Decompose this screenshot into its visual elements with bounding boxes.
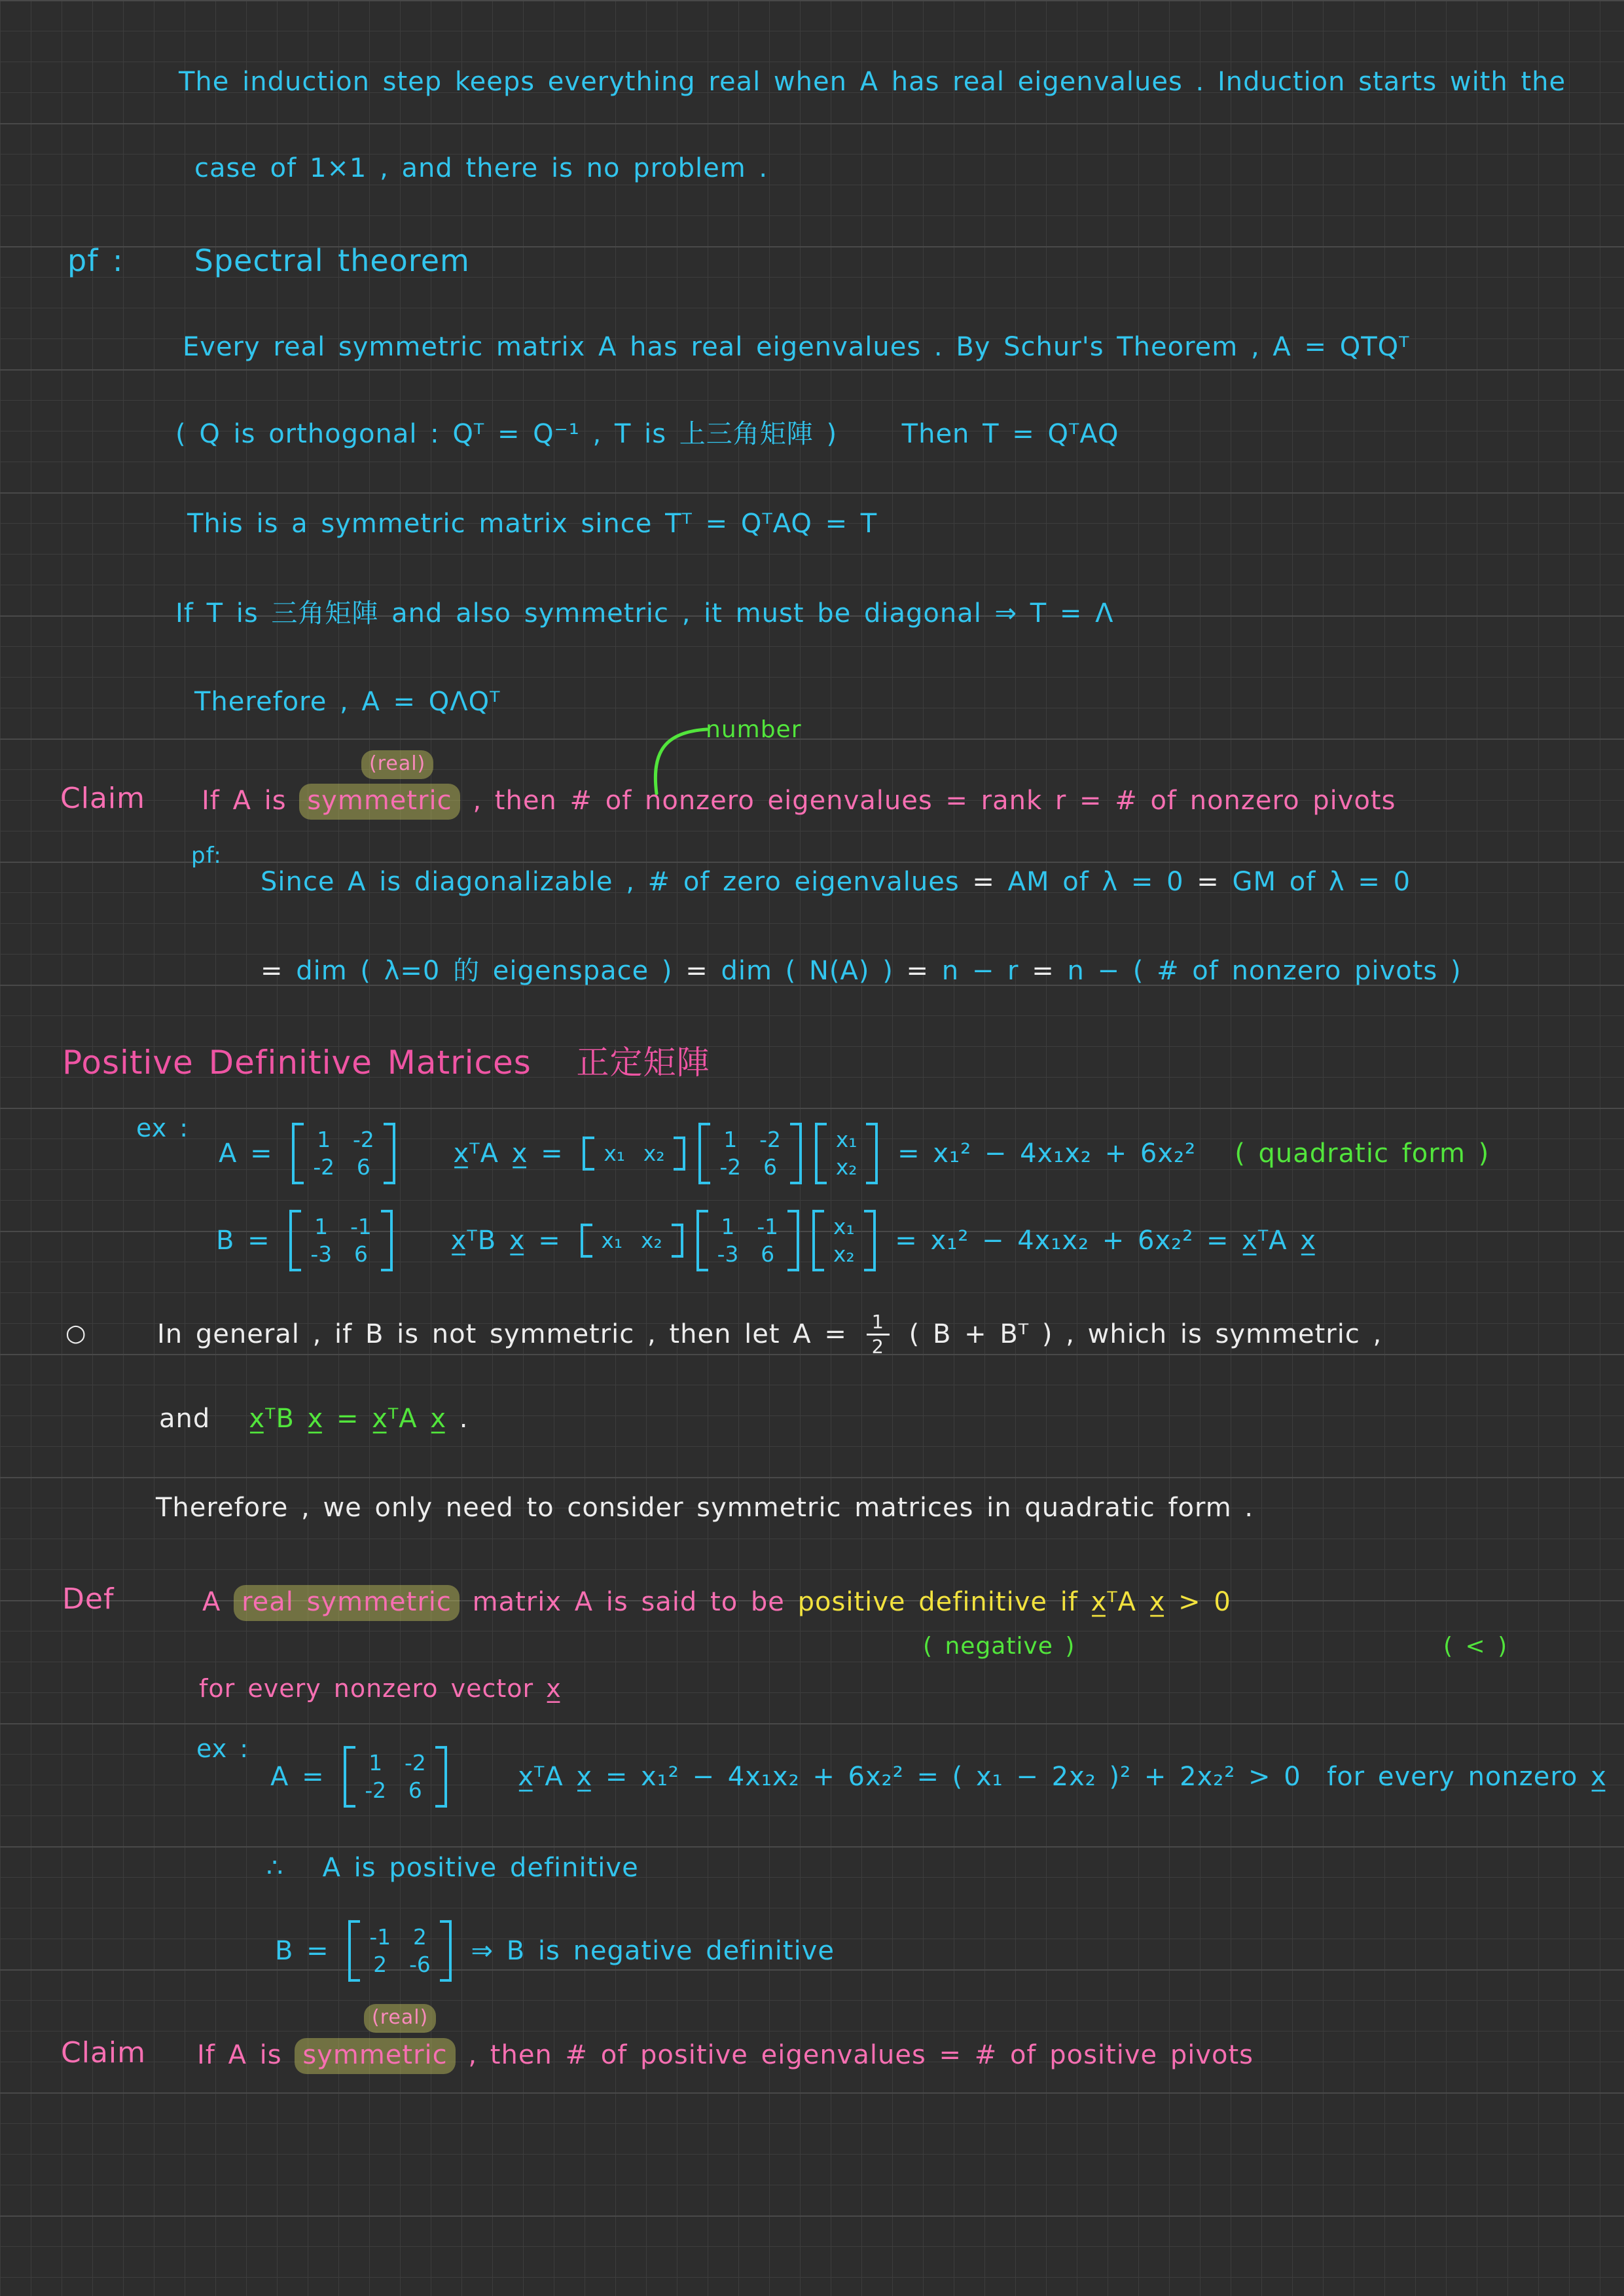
text-segment: matrix A is said to be (459, 1587, 798, 1617)
orthogonal-line (175, 418, 1119, 450)
text-segment: positive definitive (797, 1587, 1047, 1617)
text-segment: = x₁² − 4x₁x₂ + 6x₂² = x̲ᵀA x̲ (882, 1226, 1316, 1256)
matrix-cell: -2 (353, 1127, 374, 1152)
text-segment: = (972, 867, 995, 897)
text-segment: case of 1×1 , and there is no problem . (194, 153, 768, 183)
text-segment: pf: (191, 843, 222, 869)
text-segment: ∴ A is positive definitive (266, 1853, 639, 1883)
text-segment: = x₁² − 4x₁x₂ + 6x₂² (884, 1139, 1235, 1169)
matrix-cell: 6 (408, 1778, 422, 1803)
therefore-only-line (156, 1491, 1254, 1524)
dim-chain-line (261, 955, 1462, 987)
text-segment: B = (275, 1936, 342, 1966)
text-segment: A = (219, 1139, 286, 1169)
text-segment: n − r (929, 956, 1032, 986)
matrix-cell: -2 (313, 1155, 335, 1180)
highlighted-text: real symmetric (234, 1585, 460, 1621)
text-segment: If A is (202, 786, 300, 816)
triangular-line (175, 597, 1114, 630)
text-segment: = (906, 956, 929, 986)
matrix-cell: 6 (356, 1155, 370, 1180)
and-quadratic-line (159, 1402, 469, 1435)
claim-1-text (202, 784, 1396, 817)
claim-2-text (197, 2039, 1254, 2071)
text-segment: number (706, 716, 802, 743)
real-note-2 (364, 2005, 436, 2030)
ex-1-line-b (216, 1210, 1316, 1271)
text-segment: GM of λ = 0 (1219, 867, 1411, 897)
matrix-cell: x₂ (643, 1140, 665, 1166)
text-segment: = (1197, 867, 1219, 897)
matrix-cell: 1 (723, 1127, 738, 1152)
fraction: $\frac{1}{2}$ (867, 1311, 890, 1358)
text-segment: dim ( N(A) ) (708, 956, 907, 986)
matrix-cell: -2 (719, 1155, 742, 1180)
matrix-cell: -1 (350, 1214, 372, 1239)
ex-2-line (270, 1746, 1607, 1808)
schur-line (183, 331, 1410, 363)
text-segment: and (159, 1404, 249, 1434)
matrix-cell: 1 (369, 1750, 383, 1776)
highlighted-text: (real) (361, 750, 433, 779)
matrix-cell: x₁ (601, 1228, 623, 1253)
text-segment: x̲ᵀA x̲ = x₁² − 4x₁x₂ + 6x₂² = ( x₁ − 2x₂ )² + 2x₂² > 0 for every nonzero x̲ (453, 1762, 1607, 1792)
text-segment: x̲ᵀB x̲ = x̲ᵀA x̲ (249, 1404, 447, 1434)
text-segment: n − ( # of nonzero pivots ) (1054, 956, 1462, 986)
number-label (706, 715, 802, 744)
highlighted-text: (real) (364, 2004, 436, 2033)
matrix (583, 1137, 685, 1171)
matrix-cell: -1 (757, 1214, 779, 1239)
conclusion-b-line (275, 1920, 835, 1982)
therefore-lambda-line (194, 685, 500, 718)
matrix-cell: x₁ (604, 1140, 625, 1166)
text-segment: = (685, 956, 708, 986)
matrix-cell: x₂ (835, 1155, 857, 1180)
text-segment: dim ( λ=0 的 eigenspace ) (283, 956, 686, 986)
claim-2-label (61, 2035, 146, 2071)
claim-1-label (60, 780, 145, 816)
matrix-cell: x₁ (835, 1127, 857, 1152)
text-segment: , then # of nonzero eigenvalues = rank r = # of nonzero pivots (460, 786, 1396, 816)
matrix-cell: -2 (365, 1778, 387, 1803)
intro-line-2 (194, 152, 768, 185)
pf-spectral-heading (67, 242, 470, 280)
text-segment: , then # of positive eigenvalues = # of positive pivots (455, 2040, 1254, 2070)
def-text (202, 1586, 1231, 1618)
ex-1-line-a (219, 1123, 1489, 1184)
pf-2-label (191, 842, 222, 870)
text-segment: ( quadratic form ) (1235, 1139, 1490, 1169)
matrix-cell: -3 (310, 1242, 333, 1267)
text-segment: Therefore , A = QΛQᵀ (194, 687, 501, 717)
ex-2-label (196, 1734, 249, 1765)
conclusion-a-line (266, 1851, 639, 1884)
negative-note (923, 1631, 1075, 1661)
in-general-line (157, 1311, 1382, 1358)
matrix (348, 1920, 451, 1982)
text-segment: = (261, 956, 283, 986)
matrix-cell: x₁ (833, 1214, 855, 1239)
for-every-line (199, 1673, 562, 1705)
matrix (815, 1123, 878, 1184)
text-segment: If T is 三角矩陣 and also symmetric , it must be diagonal ⇒ T = Λ (175, 598, 1114, 629)
text-segment: If A is (197, 2040, 295, 2070)
text-segment: if x̲ᵀA x̲ > 0 (1047, 1587, 1231, 1617)
text-segment: ( negative ) (923, 1633, 1075, 1660)
section-heading (62, 1042, 710, 1084)
bullet-circle (65, 1319, 86, 1348)
matrix-cell: 1 (721, 1214, 735, 1239)
text-segment: AM of λ = 0 (994, 867, 1197, 897)
text-segment: ex : (136, 1114, 189, 1142)
matrix-cell: x₂ (833, 1242, 855, 1267)
text-segment: = (1032, 956, 1055, 986)
matrix (292, 1123, 395, 1184)
matrix-cell: x₂ (641, 1228, 662, 1253)
matrix-cell: 6 (761, 1242, 775, 1267)
matrix (812, 1210, 876, 1271)
matrix-cell: -2 (759, 1127, 781, 1152)
matrix-cell: 6 (763, 1155, 777, 1180)
text-segment: Claim (61, 2036, 146, 2069)
text-segment: ( B + Bᵀ ) , which is symmetric , (895, 1319, 1382, 1349)
def-label (62, 1581, 114, 1617)
text-segment: Since A is diagonalizable , # of zero eigenvalues (261, 867, 973, 897)
matrix-cell: -2 (405, 1750, 426, 1776)
matrix (698, 1123, 801, 1184)
real-note-1 (361, 752, 433, 776)
matrix-cell: 2 (373, 1952, 388, 1977)
matrix (344, 1746, 446, 1808)
text-segment: Every real symmetric matrix A has real eigenvalues . By Schur's Theorem , A = QTQᵀ (183, 332, 1410, 362)
text-segment: x̲ᵀA x̲ = (401, 1139, 577, 1169)
matrix (289, 1210, 392, 1271)
text-segment: B = (216, 1226, 283, 1256)
ex-1-label (136, 1113, 189, 1144)
matrix-cell: 1 (314, 1214, 329, 1239)
text-segment: ( Q is orthogonal : Qᵀ = Q⁻¹ , T is 上三角矩陣 ) Then T = QᵀAQ (175, 419, 1119, 449)
symmetric-since-line (187, 507, 877, 540)
text-segment: . (446, 1404, 469, 1434)
text-segment: ○ (65, 1320, 87, 1347)
text-segment: This is a symmetric matrix since Tᵀ = QᵀAQ = T (187, 509, 878, 539)
matrix (581, 1224, 683, 1258)
text-segment: ⇒ B is negative definitive (458, 1936, 835, 1966)
text-segment: Positive Definitive Matrices 正定矩陣 (62, 1044, 710, 1082)
matrix-cell: 2 (413, 1924, 427, 1950)
text-segment: for every nonzero vector x̲ (199, 1674, 562, 1703)
intro-line-1 (179, 65, 1566, 98)
text-segment: ex : (196, 1734, 249, 1763)
matrix-cell: 6 (354, 1242, 368, 1267)
text-segment: The induction step keeps everything real when A has real eigenvalues . Induction starts with the (179, 67, 1566, 97)
less-than-note (1443, 1631, 1507, 1661)
since-diagonalizable-line (261, 866, 1411, 898)
matrix-cell: -3 (717, 1242, 739, 1267)
matrix-cell: -1 (369, 1924, 391, 1950)
text-segment: A (202, 1587, 234, 1617)
matrix-cell: 1 (317, 1127, 331, 1152)
text-segment: In general , if B is not symmetric , then let A = (157, 1319, 860, 1349)
matrix (696, 1210, 799, 1271)
highlighted-text: symmetric (295, 2038, 455, 2074)
text-segment: A = (270, 1762, 338, 1792)
highlighted-text: symmetric (299, 784, 460, 820)
text-segment: x̲ᵀB x̲ = (399, 1226, 574, 1256)
text-segment: Therefore , we only need to consider symmetric matrices in quadratic form . (156, 1493, 1254, 1523)
text-segment: ( < ) (1443, 1633, 1508, 1660)
text-segment: Claim (60, 782, 145, 815)
text-segment: pf : Spectral theorem (67, 243, 470, 278)
text-segment: Def (62, 1582, 115, 1616)
matrix-cell: -6 (409, 1952, 431, 1977)
